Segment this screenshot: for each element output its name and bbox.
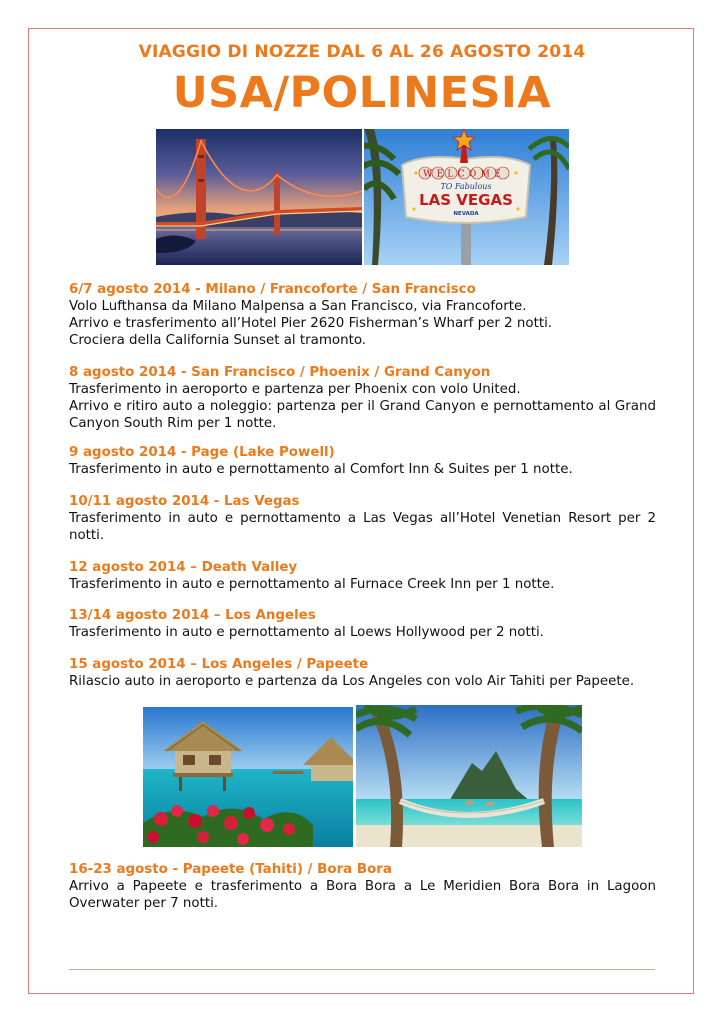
day-description-line: Trasferimento in auto e pernottamento a Las Vegas all’Hotel Venetian Resort per 2 notti. [69,511,656,543]
overwater-bungalows-photo [143,707,353,847]
day-description-line: Trasferimento in auto e pernottamento al Loews Hollywood per 2 notti. [69,625,544,640]
day-description-line: Volo Lufthansa da Milano Malpensa a San Francisco, via Francoforte. [69,299,527,314]
golden-gate-bridge-photo [156,129,362,265]
day-heading: 13/14 agosto 2014 – Los Angeles [69,608,316,623]
itinerary-day-7 [69,656,656,690]
day-description-line: Trasferimento in auto e pernottamento al Comfort Inn & Suites per 1 notte. [69,462,573,477]
day-description-line: Crociera della California Sunset al tramonto. [69,333,367,348]
day-description-line: Arrivo a Papeete e trasferimento a Bora Bora a Le Meridien Bora Bora in Lagoon Overwater per 7 notti. [69,879,656,911]
day-heading: 15 agosto 2014 – Los Angeles / Papeete [69,657,369,672]
trip-title: USA/POLINESIA [172,68,552,118]
itinerary-day-5 [69,559,656,593]
vegas-sign-welcome-row [419,167,509,180]
vegas-sign-state: NEVADA [453,211,479,217]
itinerary-day-2 [69,364,656,432]
vegas-sign-welcome: WELCOME [423,169,505,180]
itinerary-day-6 [69,607,656,641]
day-description-line: Trasferimento in aeroporto e partenza per Phoenix con volo United. [69,382,521,397]
day-heading: 8 agosto 2014 - San Francisco / Phoenix / Grand Canyon [69,365,491,380]
day-description-line: Trasferimento in auto e pernottamento al Furnace Creek Inn per 1 notte. [69,577,555,592]
itinerary-day-8 [69,861,656,912]
day-description-line: Arrivo e trasferimento all’Hotel Pier 2620 Fisherman’s Wharf per 2 notti. [69,316,553,331]
las-vegas-sign-photo [364,129,569,265]
trip-subtitle: VIAGGIO DI NOZZE DAL 6 AL 26 AGOSTO 2014 [138,42,586,62]
itinerary-day-3 [69,444,656,478]
day-heading: 9 agosto 2014 - Page (Lake Powell) [69,445,335,460]
hammock-palm-beach-photo [356,705,582,847]
itinerary-day-4 [69,493,656,544]
itinerary-day-1 [69,281,656,349]
day-heading: 16-23 agosto - Papeete (Tahiti) / Bora Bora [69,862,392,877]
vegas-sign-to: TO Fabulous [440,182,492,191]
day-heading: 12 agosto 2014 – Death Valley [69,560,298,575]
day-description-line: Arrivo e ritiro auto a noleggio: partenza per il Grand Canyon e pernottamento al Grand Canyon South Rim per 1 notte. [69,399,656,431]
day-heading: 10/11 agosto 2014 - Las Vegas [69,494,300,509]
footer-divider [69,969,655,970]
vegas-sign-main: LAS VEGAS [419,191,513,209]
day-heading: 6/7 agosto 2014 - Milano / Francoforte / San Francisco [69,282,476,297]
day-description-line: Rilascio auto in aeroporto e partenza da Los Angeles con volo Air Tahiti per Papeete. [69,674,635,689]
